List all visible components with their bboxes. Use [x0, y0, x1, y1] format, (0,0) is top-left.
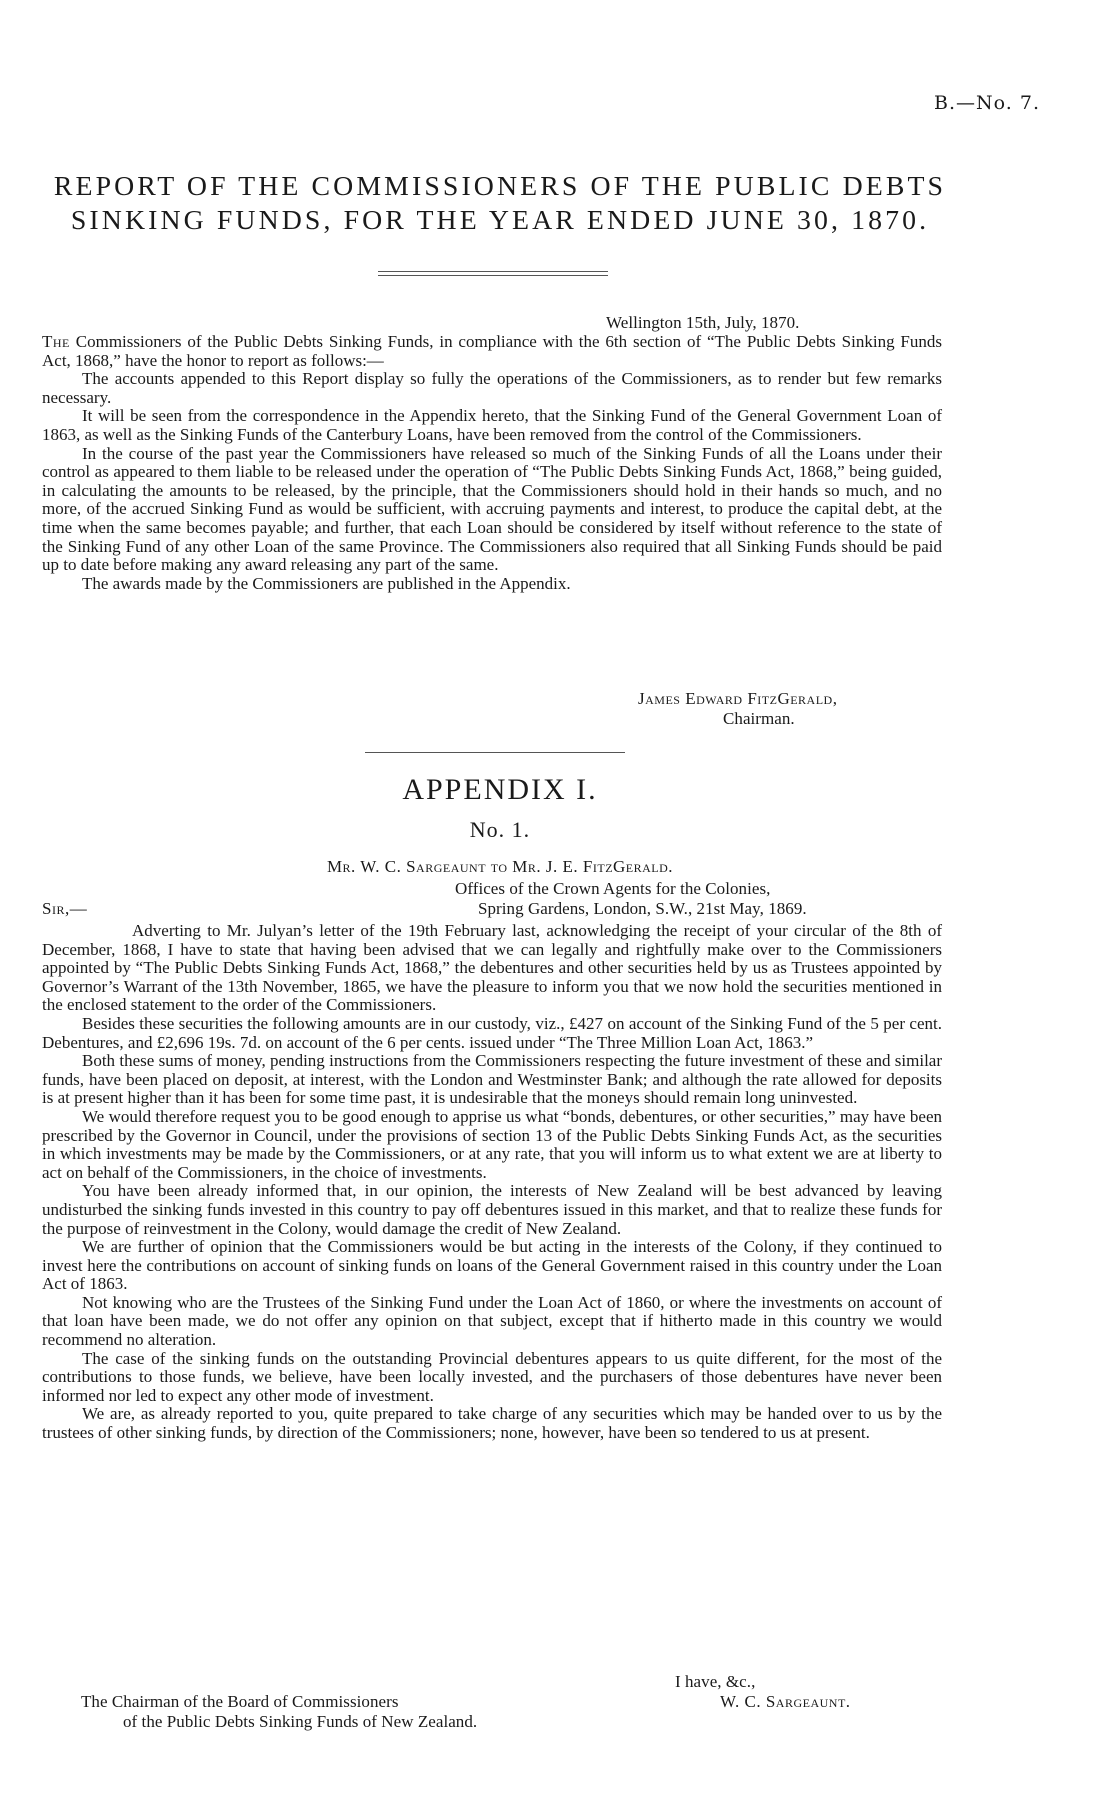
report-paragraph-4: In the course of the past year the Commissioners have released so much of the Sinking Funds of all the Loans under their control as appeared to them liable to be released under the operation of “The Public Debts Sinking Funds Act, 1868,” being guided, in calculating the amounts to be released, by the principle, that the Commissioners should hold in their hands so much, and no more, of the accrued Sinking Fund as would be sufficient, with accruing payments and interest, to produce the capital debt, at the time when the same becomes payable; and further, that each Loan should be considered by itself without reference to the state of the Sinking Fund of any other Loan of the same Province. The Commissioners also required that all Sinking Funds should be paid up to date before making any award releasing any part of the same. [42, 443, 942, 575]
appendix-heading: APPENDIX I. [402, 773, 598, 806]
appendix-number: No. 1. [469, 817, 531, 842]
letter-address-line-2: Spring Gardens, London, S.W., 21st May, 1869. [478, 899, 807, 918]
letter-paragraph-5: You have been already informed that, in our opinion, the interests of New Zealand will be best advanced by leaving undisturbed the sinking funds invested in this country to pay off debentures issued in this market, and that to realize these funds for the purpose of reinvestment in the Colony, would damage the credit of New Zealand. [42, 1181, 942, 1238]
report-paragraph-2: The accounts appended to this Report display so fully the operations of the Commissioners, as to render but few remarks necessary. [42, 369, 942, 407]
document-reference: B.—No. 7. [934, 92, 1040, 114]
title-divider-top [378, 271, 608, 272]
letter-paragraph-7: Not knowing who are the Trustees of the Sinking Fund under the Loan Act of 1860, or where the investments on account of that loan have been made, we do not offer any opinion on that subject, except that if hitherto made in this country we would recommend no alteration. [42, 1292, 942, 1350]
letter-paragraph-2: Besides these securities the following amounts are in our custody, viz., £427 on account of the Sinking Fund of the 5 per cent. Debentures, and £2,696 19s. 7d. on account of the 6 per cents. issued under “The Three Million Loan Act, 1863.” [42, 1013, 942, 1052]
letter-body [42, 922, 942, 1443]
opening-word: The [42, 332, 70, 351]
letter-paragraph-1: Adverting to Mr. Julyan’s letter of the 19th February last, acknowledging the receipt of your circular of the 8th of December, 1868, I have to state that having been advised that we can legally and rightfully make over to the Commissioners appointed by “The Public Debts Sinking Funds Act, 1868,” the debentures and other securities held by us as Trustees appointed by Governor’s Warrant of the 13th November, 1865, we have the pleasure to inform you that we now hold the securities mentioned in the enclosed statement to the order of the Commissioners. [42, 921, 942, 1015]
report-title-line-2: SINKING FUNDS, FOR THE YEAR ENDED JUNE 30, 1870. [70, 205, 930, 235]
letter-closing: I have, &c., [675, 1672, 756, 1691]
report-place-date: Wellington 15th, July, 1870. [606, 313, 800, 332]
report-paragraph-3: It will be seen from the correspondence in the Appendix hereto, that the Sinking Fund of the General Government Loan of 1863, as well as the Sinking Funds of the Canterbury Loans, have been removed from the control of the Commissioners. [42, 406, 942, 444]
letter-paragraph-9: We are, as already reported to you, quite prepared to take charge of any securities which may be handed over to us by the trustees of other sinking funds, by direction of the Commissioners; none, however, have been so tendered to us at present. [42, 1404, 942, 1443]
letter-paragraph-4: We would therefore request you to be good enough to apprise us what “bonds, debentures, or other securities,” may have been prescribed by the Governor in Council, under the provisions of section 13 of the Public Debts Sinking Funds Act, as the securities in which investments may be made by the Commissioners, or at any rate, that you will inform us to what extent we are at liberty to act on behalf of the Commissioners, in the choice of investments. [42, 1106, 942, 1182]
letter-paragraph-3: Both these sums of money, pending instructions from the Commissioners respecting the future investment of these and similar funds, have been placed on deposit, at interest, with the London and Westminster Bank; and although the rate allowed for deposits is at present higher than it has been for some time past, it is undesirable that the moneys should remain long uninvested. [42, 1051, 942, 1108]
letter-address-line-1: Offices of the Crown Agents for the Colonies, [455, 879, 771, 898]
addressee-line-1: The Chairman of the Board of Commissioners [81, 1692, 399, 1711]
report-signature-name: James Edward FitzGerald, [638, 689, 838, 708]
title-divider-bottom [378, 275, 608, 276]
appendix-correspondents: Mr. W. C. Sargeaunt to Mr. J. E. FitzGerald. [326, 857, 674, 876]
letter-paragraph-6: We are further of opinion that the Commissioners would be but acting in the interests of the Colony, if they continued to invest here the contributions on account of sinking funds on loans of the General Government raised in this country under the Loan Act of 1863. [42, 1237, 942, 1294]
report-title-line-1: REPORT OF THE COMMISSIONERS OF THE PUBLIC DEBTS [53, 171, 947, 201]
report-paragraph-5: The awards made by the Commissioners are published in the Appendix. [82, 573, 571, 593]
addressee-line-2: of the Public Debts Sinking Funds of New Zealand. [123, 1712, 478, 1731]
report-body [42, 333, 942, 593]
section-divider [365, 752, 625, 753]
report-signature-title: Chairman. [723, 709, 795, 728]
letter-salutation: Sir,— [42, 899, 88, 918]
letter-signer: W. C. Sargeaunt. [720, 1692, 851, 1711]
letter-paragraph-8: The case of the sinking funds on the outstanding Provincial debentures appears to us quite different, for the most of the contributions to those funds, we believe, have been locally invested, and the purchasers of those debentures have never been informed nor led to expect any other mode of investment. [42, 1348, 942, 1405]
report-paragraph-1: The Commissioners of the Public Debts Sinking Funds, in compliance with the 6th section of “The Public Debts Sinking Funds Act, 1868,” have the honor to report as follows:— [42, 332, 942, 370]
